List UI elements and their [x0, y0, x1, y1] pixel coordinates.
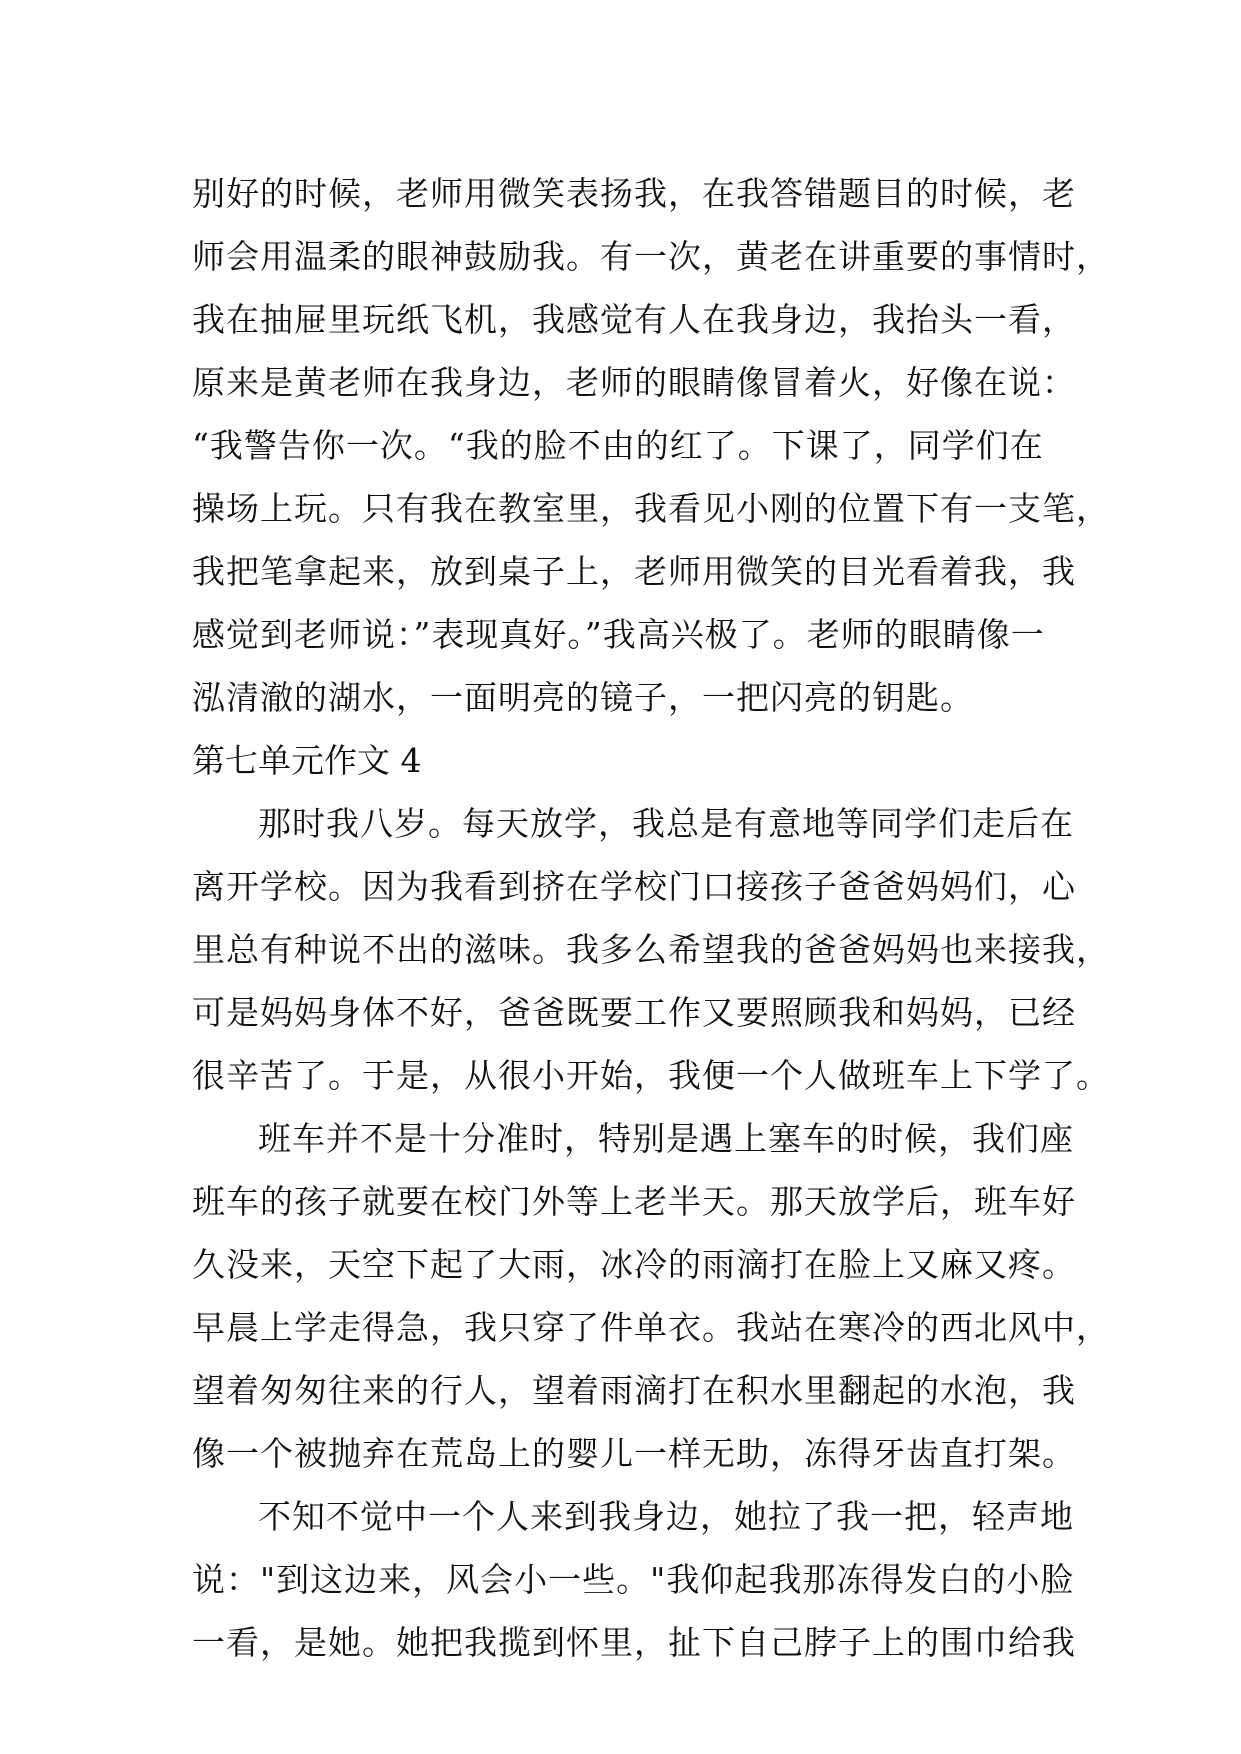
text-line: 班车的孩子就要在校门外等上老半天。那天放学后，班车好 [192, 1182, 1076, 1221]
text-line: 一看，是她。她把我揽到怀里，扯下自己脖子上的围巾给我 [192, 1623, 1076, 1662]
text-line: 望着匆匆往来的行人，望着雨滴打在积水里翻起的水泡，我 [192, 1371, 1076, 1410]
paragraph-1 [192, 792, 1110, 1107]
text-line: 可是妈妈身体不好，爸爸既要工作又要照顾我和妈妈，已经 [192, 993, 1076, 1032]
text-line: 说："到这边来，风会小一些。"我仰起我那冻得发白的小脸 [192, 1560, 1075, 1599]
text-line: 早晨上学走得急，我只穿了件单衣。我站在寒冷的西北风中， [192, 1308, 1110, 1347]
text-line: 很辛苦了。于是，从很小开始，我便一个人做班车上下学了。 [192, 1056, 1110, 1095]
text-line: 师会用温柔的眼神鼓励我。有一次，黄老在讲重要的事情时， [192, 237, 1110, 276]
text-line: 泓清澈的湖水，一面明亮的镜子，一把闪亮的钥匙。 [192, 678, 974, 717]
text-line: 里总有种说不出的滋味。我多么希望我的爸爸妈妈也来接我， [192, 930, 1110, 969]
text-line: 原来是黄老师在我身边，老师的眼睛像冒着火，好像在说： [192, 363, 1076, 402]
text-line: 操场上玩。只有我在教室里，我看见小刚的位置下有一支笔， [192, 489, 1110, 528]
text-line: 离开学校。因为我看到挤在学校门口接孩子爸爸妈妈们，心 [192, 867, 1076, 906]
text-line: 久没来，天空下起了大雨，冰冷的雨滴打在脸上又麻又疼。 [192, 1245, 1076, 1284]
intro-paragraph [192, 162, 1110, 729]
text-line: 班车并不是十分准时，特别是遇上塞车的时候，我们座 [258, 1119, 1074, 1158]
text-line: 不知不觉中一个人来到我身边，她拉了我一把，轻声地 [258, 1497, 1074, 1536]
paragraph-2 [192, 1107, 1110, 1485]
text-line: 像一个被抛弃在荒岛上的婴儿一样无助，冻得牙齿直打架。 [192, 1434, 1076, 1473]
paragraph-3 [192, 1485, 1076, 1674]
text-line: 我把笔拿起来，放到桌子上，老师用微笑的目光看着我，我 [192, 552, 1076, 591]
document-page [192, 162, 1110, 1674]
text-line: 感觉到老师说：”表现真好。”我高兴极了。老师的眼睛像一 [192, 615, 1045, 654]
text-line: 我在抽屉里玩纸飞机，我感觉有人在我身边，我抬头一看， [192, 300, 1076, 339]
text-line: “我警告你一次。“我的脸不由的红了。下课了，同学们在 [192, 426, 1044, 465]
text-line: 别好的时候，老师用微笑表扬我，在我答错题目的时候，老 [192, 174, 1076, 213]
text-line: 那时我八岁。每天放学，我总是有意地等同学们走后在 [258, 804, 1074, 843]
section-title: 第七单元作文 4 [192, 741, 422, 780]
